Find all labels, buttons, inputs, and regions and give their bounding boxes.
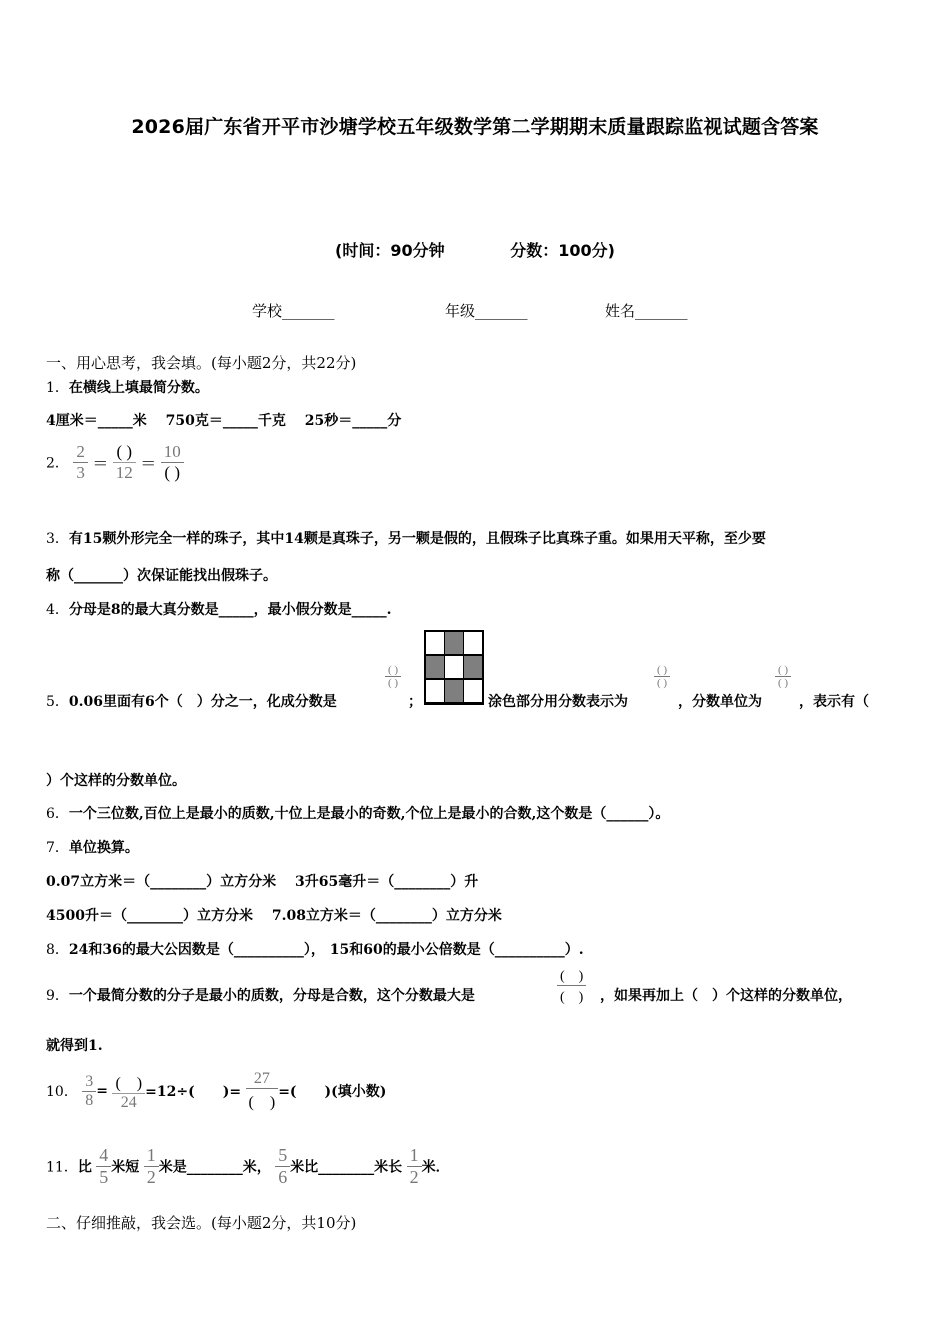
grade-field: 年级_______ [445, 302, 528, 320]
q6-text: 一个三位数,百位上是最小的质数,十位上是最小的奇数,个位上是最小的合数,这个数是（______）。 [68, 806, 670, 822]
q2-fraction-1 [73, 442, 88, 483]
q5-fb3-numerator: ( ) [775, 664, 791, 677]
q5-fb1-numerator: ( ) [385, 664, 401, 677]
q11-text-5: 米． [421, 1159, 450, 1176]
q10-tail: =( )(填小数) [278, 1084, 387, 1100]
q6-number: 6． [46, 806, 69, 822]
score-label: 分数：100分) [510, 241, 615, 260]
q3-number: 3． [46, 531, 69, 547]
q11-f2-denominator: 2 [146, 1167, 156, 1187]
q10-number: 10． [46, 1084, 78, 1100]
q5-fb2-denominator: ( ) [657, 677, 668, 689]
q11-f3-denominator: 6 [278, 1167, 288, 1187]
grid-cell [463, 631, 483, 655]
q11-f3-numerator: 5 [275, 1145, 290, 1167]
grid-cell-shaded [425, 655, 445, 679]
exam-meta [0, 238, 950, 261]
q9-part-1: 一个最简分数的分子是最小的质数，分母是合数，这个分数最大是 [68, 988, 475, 1004]
shaded-grid-figure [424, 630, 484, 705]
q10-f3-denominator: ( ) [248, 1094, 276, 1111]
time-label: (时间：90分钟 [335, 241, 445, 260]
question-2 [46, 442, 184, 483]
q10-eq: = [96, 1083, 109, 1099]
q2-f1-numerator: 2 [73, 442, 88, 463]
q7-number: 7． [46, 840, 69, 856]
q5-part-3: 涂色部分用分数表示为 [488, 694, 628, 710]
q9-frac-numerator: ( ) [557, 965, 586, 986]
q9-frac-denominator: ( ) [560, 990, 584, 1005]
q3-line-2: 称（_______）次保证能找出假珠子。 [46, 568, 277, 584]
question-6 [46, 803, 669, 823]
q5-fb2-numerator: ( ) [654, 664, 670, 677]
q10-fraction-2 [112, 1070, 145, 1112]
grid-cell-shaded [463, 655, 483, 679]
q2-number: 2． [46, 455, 69, 472]
q5-fraction-blank-1 [385, 664, 401, 689]
q5-fb1-denominator: ( ) [388, 677, 399, 689]
q11-f4-numerator: 1 [407, 1145, 422, 1167]
q10-fraction-3 [246, 1070, 279, 1112]
q11-f1-numerator: 4 [96, 1145, 111, 1167]
q10-fraction-1 [82, 1073, 96, 1110]
q5-fraction-blank-3 [775, 664, 791, 689]
grid-cell-shaded [444, 679, 464, 703]
question-4 [46, 599, 392, 619]
q8-text: 24和36的最大公因数是（__________）， 15和60的最小公倍数是（__________）. [68, 942, 584, 958]
q8-number: 8． [46, 942, 69, 958]
question-3 [46, 528, 766, 548]
q11-text-2: 米短 [111, 1159, 140, 1176]
q7-line-2: 4500升＝（________）立方分米 7.08立方米＝（________）立方分米 [46, 908, 502, 924]
q9-number: 9． [46, 988, 69, 1004]
q2-f2-numerator: ( ) [113, 442, 136, 463]
q5-part-1: 0.06里面有6个（ ）分之一，化成分数是 [68, 694, 337, 710]
name-field: 姓名_______ [605, 302, 688, 320]
q10-f1-numerator: 3 [82, 1073, 96, 1092]
q1-text: 在横线上填最简分数。 [68, 380, 209, 396]
q1-answer-line: 4厘米＝_____米 750克＝_____千克 25秒＝_____分 [46, 413, 402, 429]
section-2-heading: 二、仔细推敲，我会选。(每小题2分，共10分) [46, 1214, 357, 1232]
q5-part-4: ，分数单位为 [678, 694, 762, 710]
q10-middle: =12÷( )= [145, 1084, 242, 1100]
q4-number: 4． [46, 602, 69, 618]
question-9 [46, 985, 475, 1005]
q7-line-1: 0.07立方米＝（________）立方分米 3升65毫升＝（________）升 [46, 874, 479, 890]
section-1-heading: 一、用心思考，我会填。(每小题2分，共22分) [46, 354, 357, 372]
q2-f2-denominator: 12 [115, 463, 133, 482]
q5-semicolon: ； [408, 694, 422, 710]
q10-f3-numerator: 27 [246, 1070, 279, 1089]
q2-f3-denominator: ( ) [164, 463, 180, 482]
q11-text-1: 比 [77, 1159, 92, 1176]
q7-text: 单位换算。 [68, 840, 139, 856]
q11-f4-denominator: 2 [409, 1167, 419, 1187]
question-5-part-a [46, 691, 337, 711]
grid-cell [425, 679, 445, 703]
q2-f1-denominator: 3 [76, 463, 85, 482]
question-1 [46, 377, 209, 397]
q2-eq-2: ＝ [140, 454, 157, 473]
q9-part-2: ，如果再加上（ ）个这样的分数单位， [600, 988, 852, 1004]
q9-continuation: 就得到1. [46, 1038, 103, 1054]
q11-fraction-4 [407, 1145, 422, 1188]
q4-text: 分母是8的最大真分数是_____，最小假分数是_____. [68, 602, 392, 618]
q11-fraction-1 [96, 1145, 111, 1188]
q2-fraction-2 [113, 442, 136, 483]
q2-fraction-3 [161, 442, 184, 483]
q5-continuation: ）个这样的分数单位。 [46, 773, 186, 789]
school-field: 学校_______ [252, 302, 335, 320]
q5-part-5: ，表示有（ [799, 694, 869, 710]
q11-f2-numerator: 1 [144, 1145, 159, 1167]
q5-fb3-denominator: ( ) [778, 677, 789, 689]
q11-fraction-2 [144, 1145, 159, 1188]
grid-cell [463, 679, 483, 703]
q11-fraction-3 [275, 1145, 290, 1188]
q3-line-1: 有15颗外形完全一样的珠子，其中14颗是真珠子，另一颗是假的，且假珠子比真珠子重。如果用天平称，至少要 [68, 531, 766, 547]
q11-f1-denominator: 5 [99, 1167, 109, 1187]
q5-fraction-blank-2 [654, 664, 670, 689]
question-7 [46, 837, 139, 857]
q11-text-4: 米比________米长 [290, 1159, 403, 1176]
grid-cell [444, 655, 464, 679]
question-10 [46, 1070, 386, 1112]
q1-number: 1． [46, 380, 69, 396]
q2-f3-numerator: 10 [161, 442, 184, 463]
q10-f2-denominator: 24 [120, 1094, 137, 1111]
q5-number: 5． [46, 694, 69, 710]
q11-number: 11． [46, 1159, 78, 1176]
q2-eq-1: ＝ [92, 454, 109, 473]
grid-cell-shaded [444, 631, 464, 655]
question-8 [46, 939, 584, 959]
page-title: 2026届广东省开平市沙塘学校五年级数学第二学期期末质量跟踪监视试题含答案 [131, 116, 819, 138]
question-11 [46, 1145, 450, 1188]
q11-text-3: 米是________米， [158, 1159, 271, 1176]
q9-fraction [557, 965, 586, 1006]
grid-cell [425, 631, 445, 655]
q10-f1-denominator: 8 [85, 1091, 94, 1109]
q10-f2-numerator: ( ) [112, 1070, 145, 1094]
